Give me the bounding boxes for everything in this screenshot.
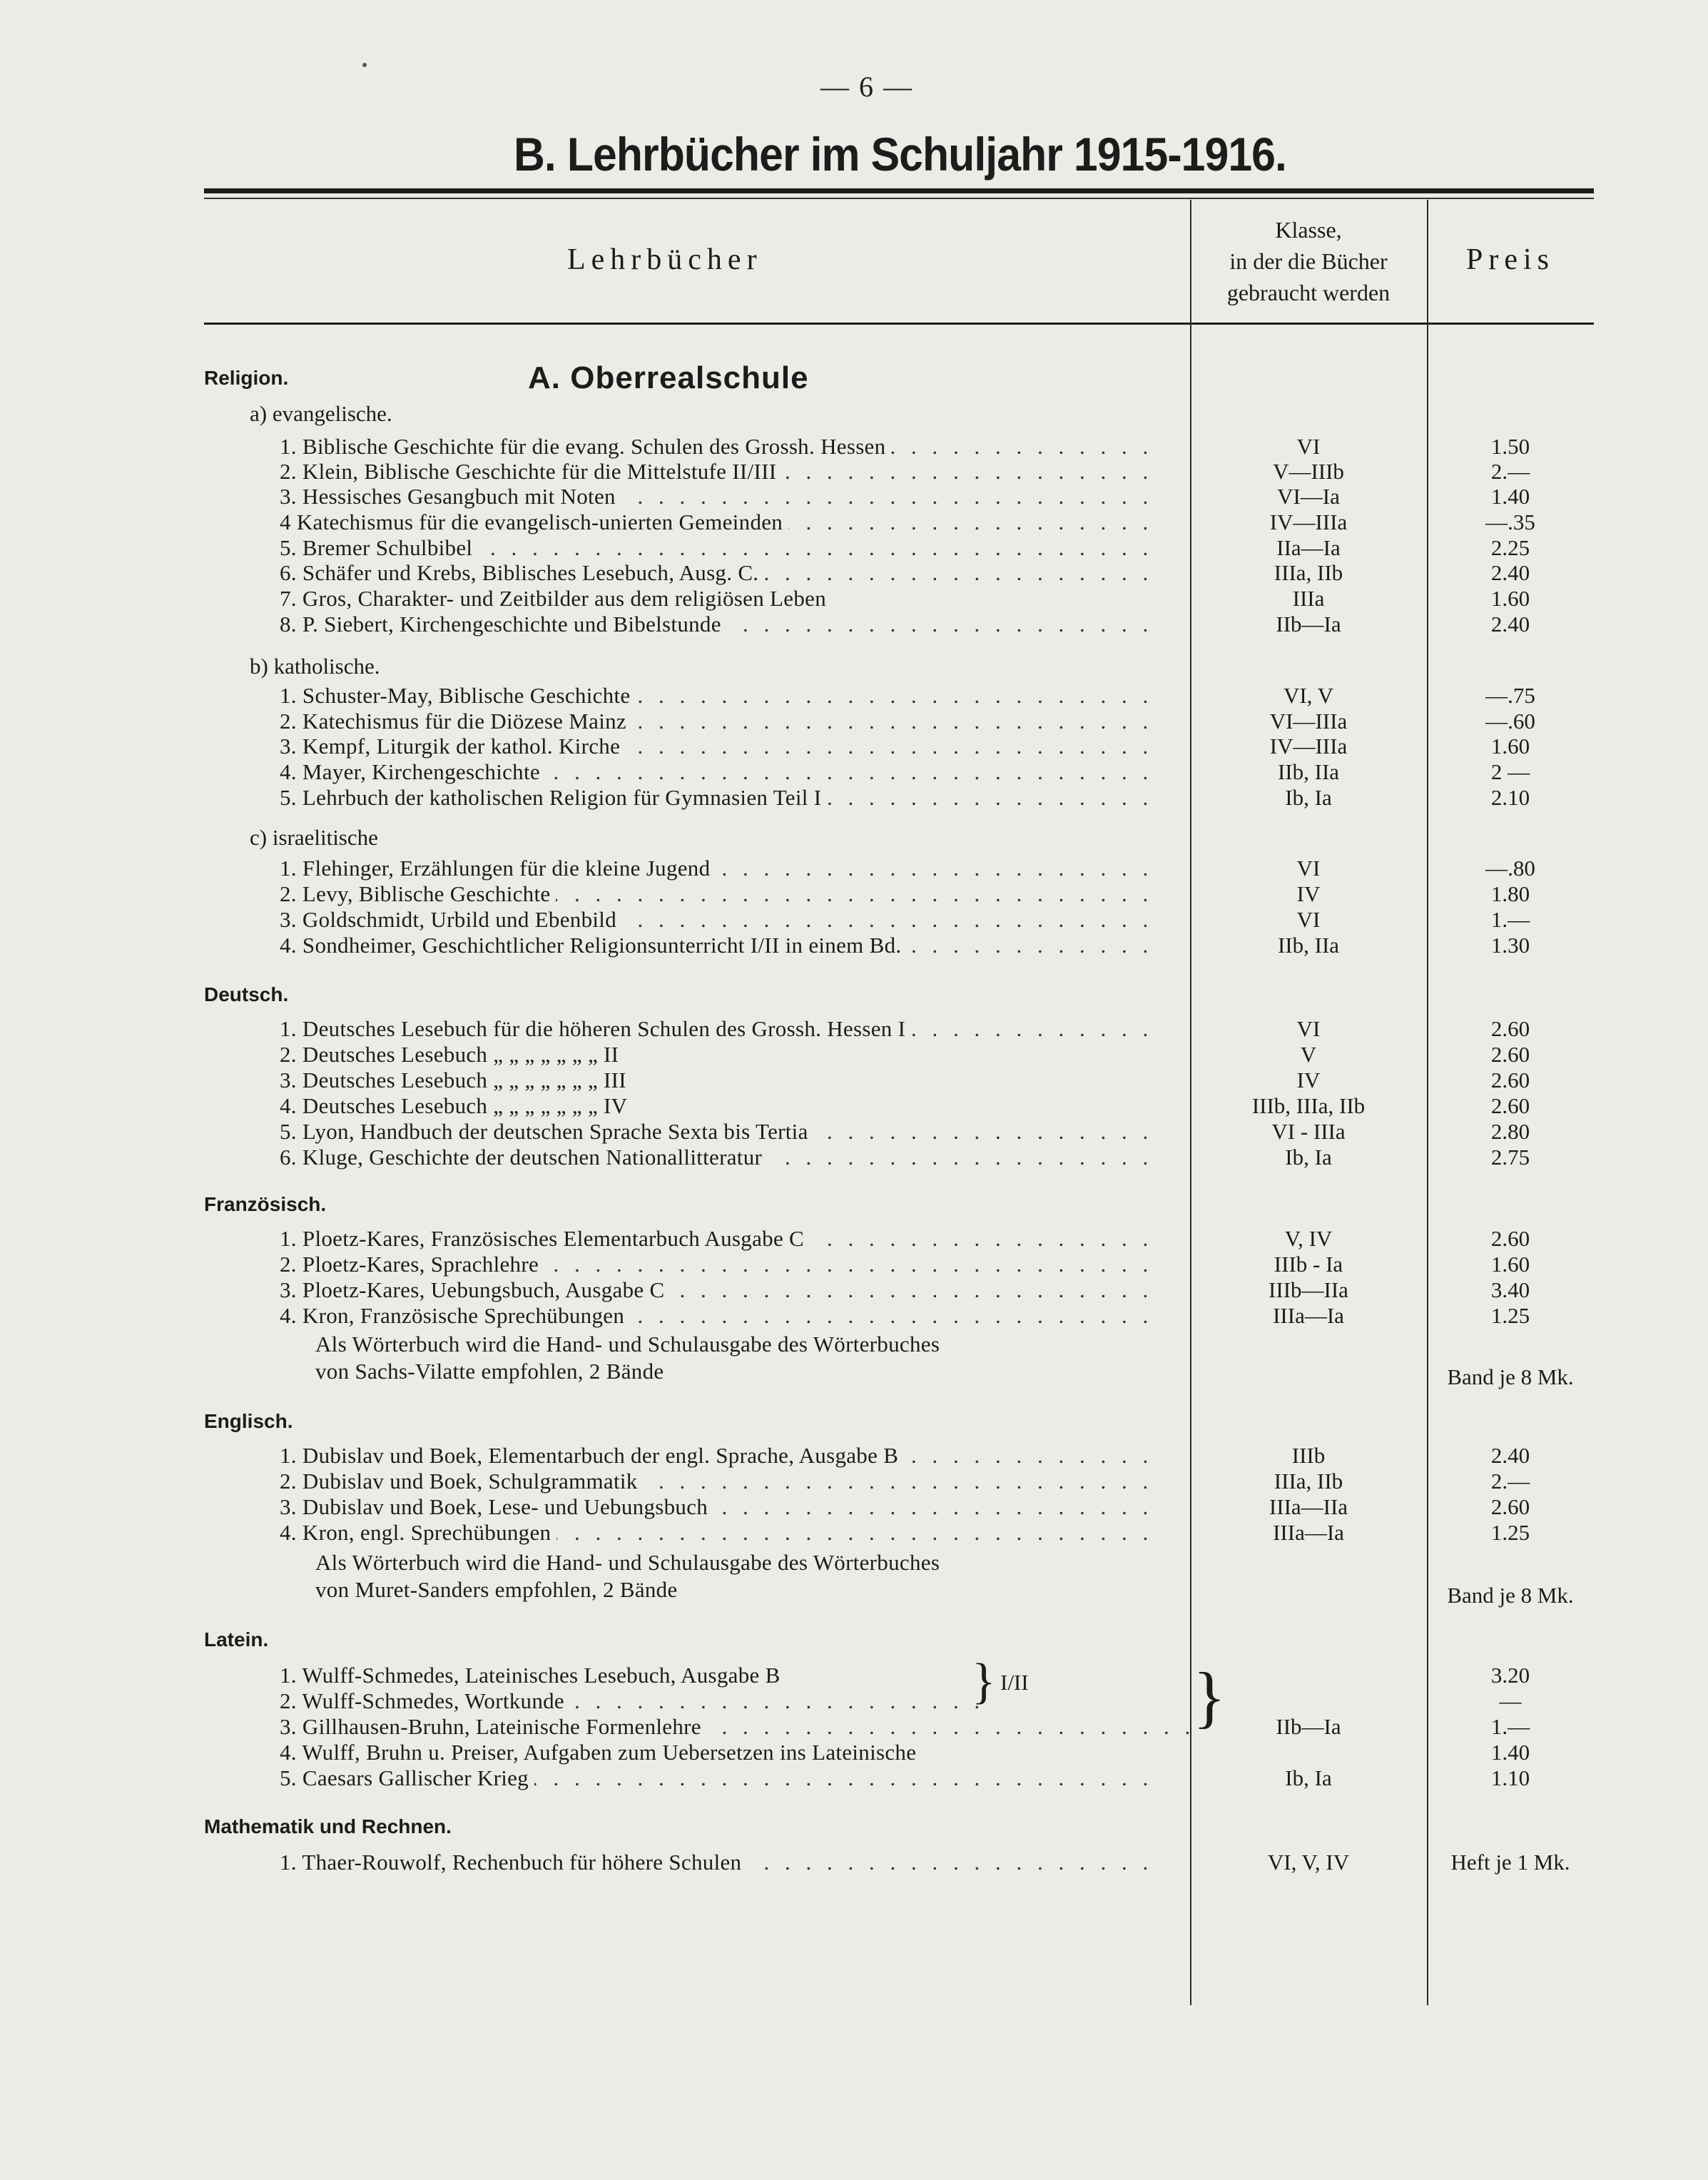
- book-title: 3. Gillhausen-Bruhn, Lateinische Formenlehre: [280, 1714, 707, 1739]
- book-title: 2. Ploetz-Kares, Sprachlehre: [280, 1252, 544, 1277]
- book-price: 1.—: [1490, 1714, 1530, 1739]
- book-classes: IIIb: [1291, 1443, 1326, 1468]
- book-title: 1. Thaer-Rouwolf, Rechenbuch für höhere Schulen: [280, 1850, 747, 1875]
- table-row: [280, 1016, 1594, 1042]
- book-price: 1.80: [1490, 881, 1530, 906]
- book-classes: V—IIIb: [1273, 459, 1344, 484]
- dictionary-note-line2: von Muret-Sanders empfohlen, 2 Bände: [315, 1577, 678, 1602]
- table-row: [280, 586, 1594, 612]
- book-title: 3. Hessisches Gesangbuch mit Noten: [280, 484, 621, 509]
- table-row: [280, 459, 1594, 485]
- table-row: [280, 907, 1594, 933]
- book-price: 2.80: [1490, 1119, 1530, 1144]
- book-classes: VI: [1296, 1016, 1321, 1041]
- table-row: [280, 560, 1594, 586]
- book-price: 1.10: [1490, 1765, 1530, 1790]
- group-evangelisch: a) evangelische.: [250, 401, 392, 426]
- book-title: 2. Levy, Biblische Geschichte: [280, 881, 556, 906]
- book-title: 3. Kempf, Liturgik der kathol. Kirche: [280, 734, 626, 759]
- book-price: 1.—: [1490, 907, 1530, 932]
- table-row: [280, 1042, 1594, 1068]
- page-number: — 6 —: [820, 71, 913, 103]
- book-title: 5. Lehrbuch der katholischen Religion für Gymnasien Teil I: [280, 785, 827, 810]
- section-title: A. Oberrealschule: [528, 360, 809, 395]
- book-title: 1. Dubislav und Boek, Elementarbuch der engl. Sprache, Ausgabe B: [280, 1443, 904, 1468]
- book-title: 2. Klein, Biblische Geschichte für die Mittelstufe II/III: [280, 459, 782, 484]
- book-classes: IIa—Ia: [1276, 535, 1341, 560]
- table-row: [280, 1520, 1594, 1546]
- table-row: [280, 1068, 1594, 1093]
- header-classes-line1: Klasse,: [1275, 217, 1342, 243]
- book-price: Heft je 1 Mk.: [1450, 1850, 1570, 1875]
- book-price: 1.60: [1490, 734, 1530, 759]
- book-classes: IIb, IIa: [1277, 933, 1340, 958]
- table-row: [280, 734, 1594, 759]
- table-row: [280, 1252, 1594, 1277]
- latein-brace-label: I/II: [1000, 1670, 1029, 1695]
- book-classes: Ib, Ia: [1285, 785, 1332, 810]
- book-title: 3. Dubislav und Boek, Lese- und Uebungsbuch: [280, 1494, 713, 1519]
- book-price: 2.40: [1490, 1443, 1530, 1468]
- book-title: 5. Lyon, Handbuch der deutschen Sprache Sexta bis Tertia: [280, 1119, 814, 1144]
- book-title: 4. Kron, Französische Sprechübungen: [280, 1303, 630, 1328]
- book-price: 1.25: [1490, 1303, 1530, 1328]
- print-speck: [362, 63, 367, 67]
- table-row: [280, 683, 1594, 709]
- book-price: 1.60: [1490, 586, 1530, 611]
- book-price: 1.40: [1490, 1740, 1530, 1765]
- book-classes: VI - IIIa: [1271, 1119, 1346, 1144]
- dictionary-price: Band je 8 Mk.: [1447, 1583, 1574, 1608]
- book-classes: VI: [1296, 434, 1321, 459]
- book-title: 4. Wulff, Bruhn u. Preiser, Aufgaben zum Uebersetzen ins Lateinische: [280, 1740, 922, 1765]
- table-row: [280, 509, 1594, 535]
- book-title: 2. Dubislav und Boek, Schulgrammatik: [280, 1469, 644, 1494]
- table-row: [280, 612, 1594, 637]
- book-title: 2. Katechismus für die Diözese Mainz: [280, 709, 632, 734]
- book-classes: IV: [1296, 1068, 1321, 1092]
- dictionary-note-line1: Als Wörterbuch wird die Hand- und Schulausgabe des Wörterbuches: [315, 1332, 940, 1357]
- book-price: 2.60: [1490, 1494, 1530, 1519]
- book-price: —.75: [1485, 683, 1535, 708]
- table-row: [280, 1093, 1594, 1119]
- table-row: [280, 1740, 1594, 1765]
- book-price: 2.60: [1490, 1016, 1530, 1041]
- book-classes: IIIa, IIb: [1274, 560, 1343, 585]
- dictionary-price: Band je 8 Mk.: [1447, 1364, 1574, 1389]
- book-price: 3.40: [1490, 1277, 1530, 1302]
- book-price: 2.60: [1490, 1226, 1530, 1251]
- header-classes-line3: gebraucht werden: [1226, 280, 1391, 305]
- book-classes: IV—IIIa: [1269, 734, 1348, 759]
- header-rule: [204, 323, 1594, 325]
- header-books: Lehrbücher: [567, 243, 763, 276]
- table-row: [280, 484, 1594, 509]
- book-classes: IIIb—IIa: [1269, 1277, 1348, 1302]
- book-title: 4 Katechismus für die evangelisch-unierten Gemeinden: [280, 509, 788, 534]
- subject-deutsch: Deutsch.: [204, 983, 289, 1005]
- book-price: 2.60: [1490, 1068, 1530, 1092]
- table-row: [280, 434, 1594, 460]
- book-price: 1.25: [1490, 1520, 1530, 1545]
- book-price: 2.—: [1490, 459, 1530, 484]
- table-row: [280, 1663, 1594, 1688]
- dictionary-note-line1: Als Wörterbuch wird die Hand- und Schulausgabe des Wörterbuches: [315, 1550, 940, 1575]
- table-row: [280, 856, 1594, 881]
- book-classes: VI, V: [1283, 683, 1334, 708]
- book-price: —.60: [1485, 709, 1535, 734]
- book-classes: IIIb, IIIa, IIb: [1251, 1093, 1366, 1118]
- book-price: 3.20: [1490, 1663, 1530, 1688]
- book-price: 2 —: [1490, 759, 1530, 784]
- book-title: 8. P. Siebert, Kirchengeschichte und Bibelstunde: [280, 612, 727, 637]
- book-title: 1. Wulff-Schmedes, Lateinisches Lesebuch, Ausgabe B: [280, 1663, 786, 1688]
- book-price: 1.30: [1490, 933, 1530, 958]
- book-classes: V: [1300, 1042, 1317, 1067]
- book-title: 4. Sondheimer, Geschichtlicher Religionsunterricht I/II in einem Bd.: [280, 933, 907, 958]
- book-title: 3. Deutsches Lesebuch „ „ „ „ „ „ „ III: [280, 1068, 632, 1092]
- book-price: 1.50: [1490, 434, 1530, 459]
- book-title: 6. Kluge, Geschichte der deutschen Nationallitteratur: [280, 1145, 768, 1170]
- table-row: [280, 1688, 1594, 1714]
- brace-latein-right: }: [1193, 1658, 1226, 1735]
- book-price: —.35: [1485, 509, 1535, 534]
- book-title: 3. Ploetz-Kares, Uebungsbuch, Ausgabe C: [280, 1277, 670, 1302]
- book-title: 1. Ploetz-Kares, Französisches Elementarbuch Ausgabe C: [280, 1226, 810, 1251]
- book-title: 5. Bremer Schulbibel: [280, 535, 478, 560]
- book-classes: VI—IIIa: [1269, 709, 1348, 734]
- book-price: 2.10: [1490, 785, 1530, 810]
- book-classes: VI: [1296, 856, 1321, 881]
- table-row: [280, 1277, 1594, 1303]
- book-title: 4. Kron, engl. Sprechübungen: [280, 1520, 556, 1545]
- book-classes: IIb, IIa: [1277, 759, 1340, 784]
- table-row: [280, 1494, 1594, 1520]
- book-title: 6. Schäfer und Krebs, Biblisches Lesebuch, Ausg. C.: [280, 560, 764, 585]
- subject-latein: Latein.: [204, 1628, 269, 1651]
- book-classes: VI, V, IV: [1267, 1850, 1350, 1875]
- book-classes: VI: [1296, 907, 1321, 932]
- book-classes: IV—IIIa: [1269, 509, 1348, 534]
- book-price: 2.75: [1490, 1145, 1530, 1170]
- table-row: [280, 1714, 1594, 1740]
- table-row: [280, 1303, 1594, 1329]
- table-row: [280, 1850, 1594, 1875]
- book-title: 1. Deutsches Lesebuch für die höheren Schulen des Grossh. Hessen I: [280, 1016, 911, 1041]
- book-title: 7. Gros, Charakter- und Zeitbilder aus dem religiösen Leben: [280, 586, 832, 611]
- table-row: [280, 1145, 1594, 1170]
- title-rule-thin: [204, 198, 1594, 199]
- book-title: 4. Deutsches Lesebuch „ „ „ „ „ „ „ IV: [280, 1093, 633, 1118]
- table-row: [280, 1469, 1594, 1494]
- book-title: 3. Goldschmidt, Urbild und Ebenbild: [280, 907, 622, 932]
- table-row: [280, 881, 1594, 907]
- book-classes: Ib, Ia: [1285, 1765, 1332, 1790]
- group-katholisch: b) katholische.: [250, 654, 380, 679]
- book-classes: V, IV: [1284, 1226, 1333, 1251]
- book-title: 1. Schuster-May, Biblische Geschichte: [280, 683, 636, 708]
- table-row: [280, 933, 1594, 958]
- book-classes: IIIa: [1292, 586, 1325, 611]
- book-title: 1. Biblische Geschichte für die evang. Schulen des Grossh. Hessen: [280, 434, 891, 459]
- header-price: Preis: [1466, 243, 1555, 276]
- title-rule-thick: [204, 188, 1594, 193]
- table-row: [280, 785, 1594, 811]
- book-title: 2. Wulff-Schmedes, Wortkunde: [280, 1688, 570, 1713]
- book-title: 4. Mayer, Kirchengeschichte: [280, 759, 546, 784]
- subject-englisch: Englisch.: [204, 1410, 293, 1432]
- book-price: —.80: [1485, 856, 1535, 881]
- book-price: —: [1499, 1688, 1522, 1713]
- table-row: [280, 1765, 1594, 1791]
- table-row: [280, 709, 1594, 734]
- book-price: 1.40: [1490, 484, 1530, 509]
- book-classes: IV: [1296, 881, 1321, 906]
- book-price: 2.40: [1490, 612, 1530, 637]
- book-classes: IIIa—IIa: [1269, 1494, 1348, 1519]
- book-price: 1.60: [1490, 1252, 1530, 1277]
- table-row: [280, 1119, 1594, 1145]
- brace-latein-left: }: [972, 1654, 996, 1709]
- book-price: 2.—: [1490, 1469, 1530, 1494]
- group-israelitisch: c) israelitische: [250, 825, 378, 850]
- book-classes: IIIb - Ia: [1274, 1252, 1343, 1277]
- subject-mathematik: Mathematik und Rechnen.: [204, 1815, 452, 1837]
- book-classes: VI—Ia: [1277, 484, 1340, 509]
- book-classes: Ib, Ia: [1285, 1145, 1332, 1170]
- header-classes: [1190, 214, 1427, 308]
- book-classes: IIb—Ia: [1276, 612, 1341, 637]
- book-classes: IIb—Ia: [1276, 1714, 1341, 1739]
- subject-franzoesisch: Französisch.: [204, 1193, 327, 1215]
- subject-religion: Religion.: [204, 367, 289, 389]
- book-title: 5. Caesars Gallischer Krieg: [280, 1765, 534, 1790]
- book-price: 2.25: [1490, 535, 1530, 560]
- book-price: 2.60: [1490, 1042, 1530, 1067]
- book-classes: IIIa—Ia: [1273, 1303, 1344, 1328]
- header-classes-line2: in der die Bücher: [1229, 248, 1388, 274]
- table-row: [280, 759, 1594, 785]
- page-title: B. Lehrbücher im Schuljahr 1915-1916.: [514, 128, 1286, 181]
- table-row: [280, 1443, 1594, 1469]
- table-row: [280, 1226, 1594, 1252]
- dictionary-note-line2: von Sachs-Vilatte empfohlen, 2 Bände: [315, 1359, 664, 1384]
- book-price: 2.40: [1490, 560, 1530, 585]
- book-classes: IIIa—Ia: [1273, 1520, 1344, 1545]
- book-price: 2.60: [1490, 1093, 1530, 1118]
- table-row: [280, 535, 1594, 561]
- book-title: 2. Deutsches Lesebuch „ „ „ „ „ „ „ II: [280, 1042, 624, 1067]
- book-title: 1. Flehinger, Erzählungen für die kleine Jugend: [280, 856, 716, 881]
- book-classes: IIIa, IIb: [1274, 1469, 1343, 1494]
